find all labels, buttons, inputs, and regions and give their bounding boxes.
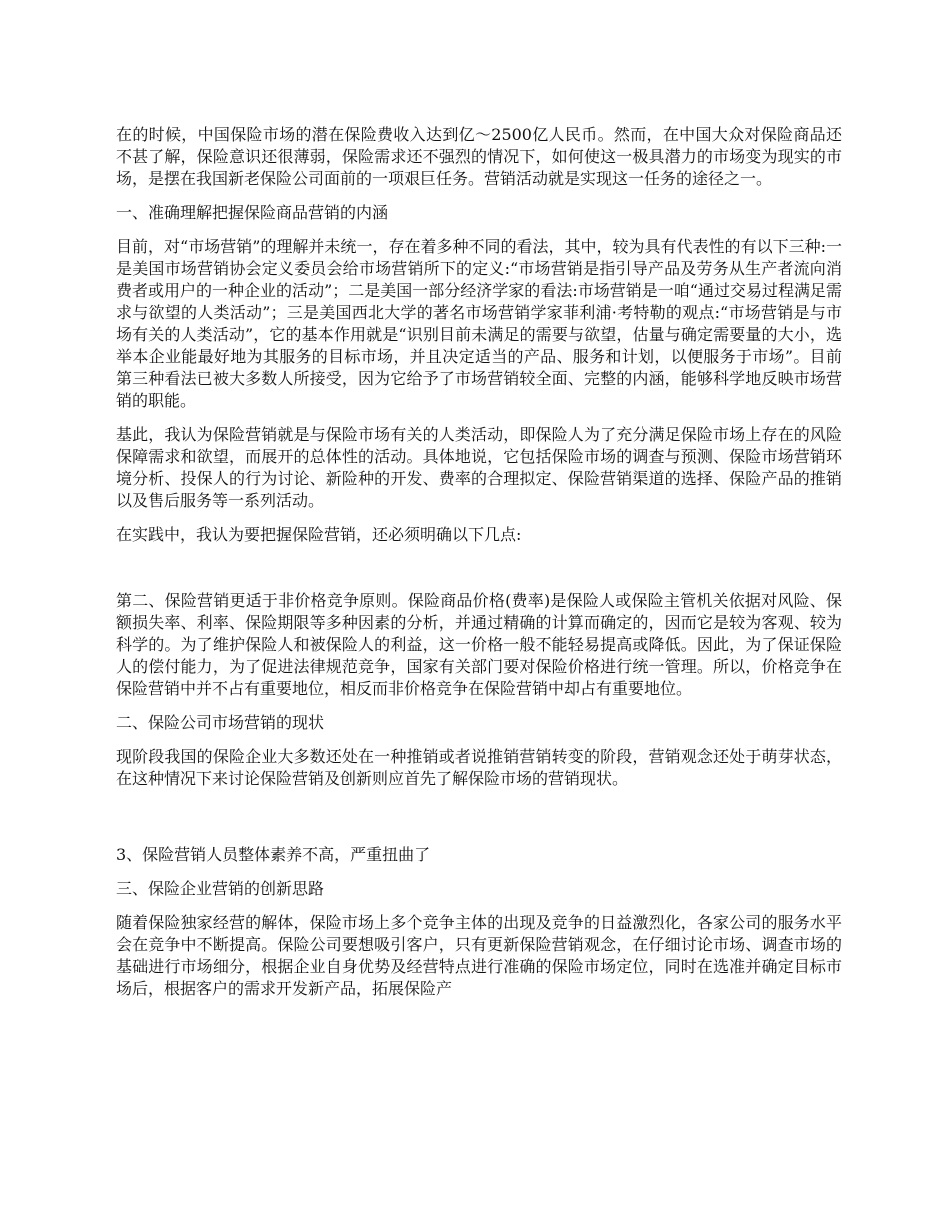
section-heading-3: 三、保险企业营销的创新思路 xyxy=(116,879,325,898)
blank-gap xyxy=(116,802,842,844)
blank-gap xyxy=(116,558,842,590)
paragraph-innovation: 随着保险独家经营的解体，保险市场上多个竞争主体的出现及竞争的日益激烈化，各家公司的服务水平会在竞争中不断提高。保险公司要想吸引客户，只有更新保险营销观念，在仔细讨论市场、调查市场的基础进行市场细分，根据企业自身优势及经营特点进行准确的保险市场定位，同时在选准并确定目标市场后，根据客户的需求开发新产品，拓展保险产 xyxy=(116,913,842,998)
section-heading-2: 二、保险公司市场营销的现状 xyxy=(116,713,325,732)
paragraph-marketing-definitions: 目前，对“市场营销”的理解并未统一，存在着多种不同的看法，其中，较为具有代表性的有以下三种:一是美国市场营销协会定义委员会给市场营销所下的定义:“市场营销是指引导产品及劳务从生产者流向消费者或用户的一种企业的活动”；二是美国一部分经济学家的看法:市场营销是一咱“通过交易过程满足需求与欲望的人类活动”；三是美国西北大学的著名市场营销学家菲利浦·考特勒的观点:“市场营销是与市场有关的人类活动”，它的基本作用就是“识别目前未满足的需要与欲望，估量与确定需要量的大小，选举本企业能最好地为其服务的目标市场，并且决定适当的产品、服务和计划，以便服务于市场”。目前第三种看法已被大多数人所接受，因为它给予了市场营销较全面、完整的内涵，能够科学地反映市场营销的职能。 xyxy=(116,237,842,410)
document-page xyxy=(116,124,842,1012)
list-item-3: 3、保险营销人员整体素养不高，严重扭曲了 xyxy=(116,845,431,864)
paragraph-intro: 在的时候，中国保险市场的潜在保险费收入达到亿～2500亿人民币。然而，在中国大众对保险商品还不甚了解，保险意识还很薄弱，保险需求还不强烈的情况下，如何使这一极具潜力的市场变为现实的市场，是摆在我国新老保险公司面前的一项艰巨任务。营销活动就是实现这一任务的途径之一。 xyxy=(116,125,842,188)
section-heading-1: 一、准确理解把握保险商品营销的内涵 xyxy=(116,203,389,222)
paragraph-practice-points: 在实践中，我认为要把握保险营销，还必须明确以下几点: xyxy=(116,525,522,544)
paragraph-non-price-competition: 第二、保险营销更适于非价格竞争原则。保险商品价格(费率)是保险人或保险主管机关依据对风险、保额损失率、利率、保险期限等多种因素的分析，并通过精确的计算而确定的，因而它是较为客观、较为科学的。为了维护保险人和被保险人的利益，这一价格一般不能轻易提高或降低。因此，为了保证保险人的偿付能力，为了促进法律规范竞争，国家有关部门要对保险价格进行统一管理。所以，价格竞争在保险营销中并不占有重要地位，相反而非价格竞争在保险营销中却占有重要地位。 xyxy=(116,591,842,698)
paragraph-insurance-marketing-definition: 基此，我认为保险营销就是与保险市场有关的人类活动，即保险人为了充分满足保险市场上存在的风险保障需求和欲望，而展开的总体性的活动。具体地说，它包括保险市场的调查与预测、保险市场营销环境分析、投保人的行为讨论、新险种的开发、费率的合理拟定、保险营销渠道的选择、保险产品的推销以及售后服务等一系列活动。 xyxy=(116,425,842,510)
paragraph-current-status: 现阶段我国的保险企业大多数还处在一种推销或者说推销营销转变的阶段，营销观念还处于萌芽状态，在这种情况下来讨论保险营销及创新则应首先了解保险市场的营销现状。 xyxy=(116,747,842,788)
